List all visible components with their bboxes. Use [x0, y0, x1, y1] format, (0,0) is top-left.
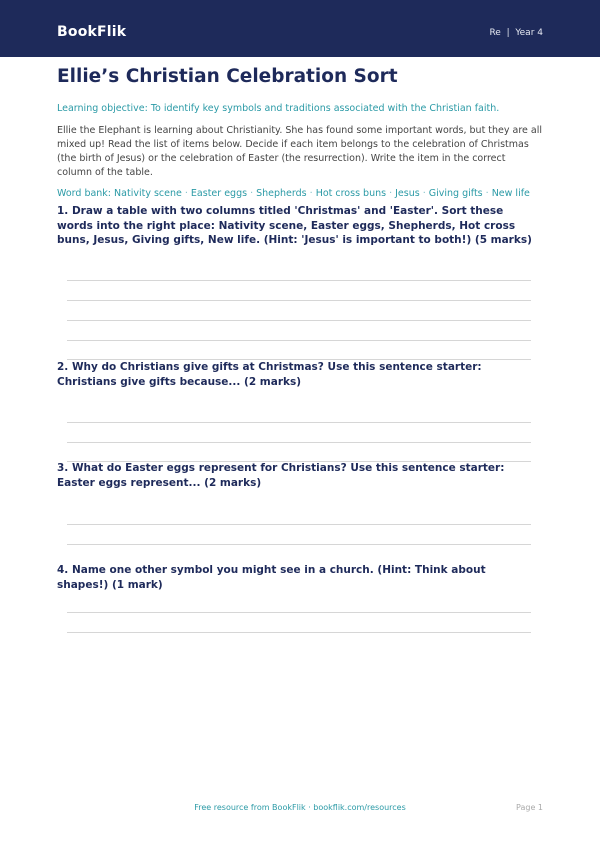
year-label: Year 4 [515, 28, 543, 38]
answer-line-q1-1[interactable] [67, 280, 531, 281]
answer-line-q3-1[interactable] [67, 524, 531, 525]
question-2: 2. Why do Christians give gifts at Christmas? Use this sentence starter: Christians give gifts because... (2 marks) [57, 361, 482, 388]
question-4: 4. Name one other symbol you might see in a church. (Hint: Think about shapes!) (1 mark) [57, 564, 486, 591]
answer-line-q4-1[interactable] [67, 612, 531, 613]
page-header [0, 0, 600, 57]
subject-label: Re [489, 28, 501, 38]
answer-line-q4-2[interactable] [67, 632, 531, 633]
brand-logo: BookFlik [57, 24, 127, 40]
answer-line-q3-2[interactable] [67, 544, 531, 545]
footer-source: Free resource from BookFlik · bookflik.com/resources [194, 803, 406, 812]
word-bank-item: Giving gifts [428, 188, 483, 199]
word-bank-item: Hot cross buns [315, 188, 387, 199]
word-bank-item: Jesus [395, 188, 420, 199]
meta-separator: | [506, 28, 510, 38]
word-bank: Word bank: Nativity scene · Easter eggs · Shepherds · Hot cross buns · Jesus · Giving gifts · New life [57, 188, 530, 199]
answer-line-q2-2[interactable] [67, 442, 531, 443]
learning-objective: Learning objective: To identify key symbols and traditions associated with the Christian faith. [57, 103, 500, 114]
subject-year-label [489, 27, 543, 39]
answer-line-q2-1[interactable] [67, 422, 531, 423]
answer-line-q1-4[interactable] [67, 340, 531, 341]
word-bank-item: Shepherds [256, 188, 307, 199]
word-bank-item: Nativity scene [114, 188, 182, 199]
intro-paragraph: Ellie the Elephant is learning about Christianity. She has found some important words, but they are all mixed up! Read the list of items below. Decide if each item belongs to the celebration of Christmas (the birth of Jesus) or the celebration of Easter (the resurrection). Write the item in the correct column of the table. [57, 125, 543, 178]
word-bank-item: New life [491, 188, 530, 199]
answer-line-q1-2[interactable] [67, 300, 531, 301]
answer-line-q1-3[interactable] [67, 320, 531, 321]
word-bank-item: Easter eggs [190, 188, 248, 199]
question-3: 3. What do Easter eggs represent for Christians? Use this sentence starter: Easter eggs represent... (2 marks) [57, 462, 505, 489]
worksheet-intro [57, 65, 543, 200]
worksheet-title: Ellie’s Christian Celebration Sort [57, 66, 398, 87]
word-bank-label: Word bank: [57, 188, 112, 199]
question-1: 1. Draw a table with two columns titled 'Christmas' and 'Easter'. Sort these words into the right place: Nativity scene, Easter eggs, Shepherds, Hot cross buns, Jesus, Giving gifts, New life. (Hint: 'Jesus' is important to both!) (5 marks) [57, 205, 532, 246]
page-number: Page 1 [516, 803, 543, 812]
